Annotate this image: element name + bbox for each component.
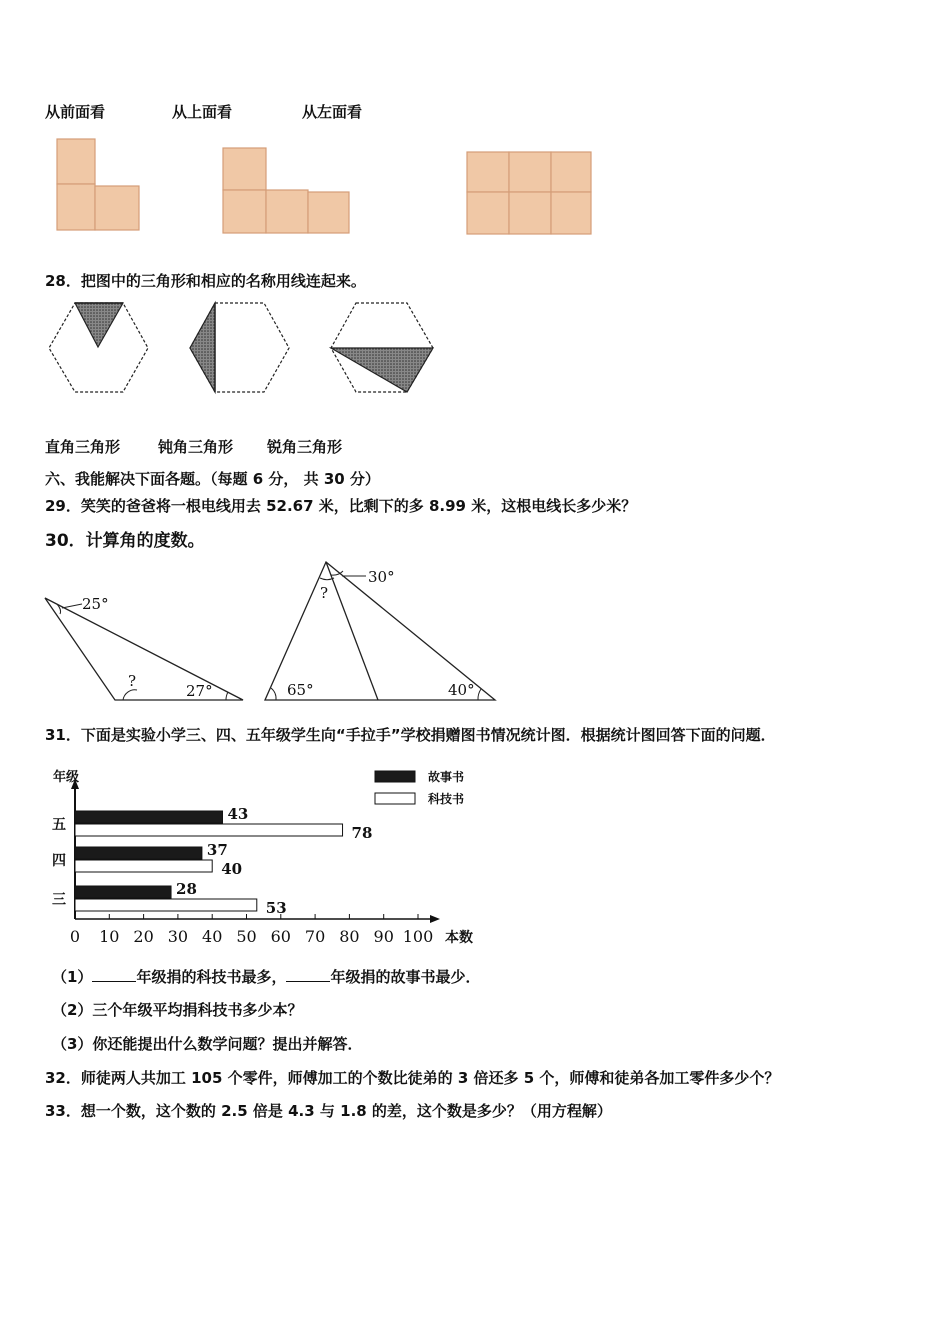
- category-label: 五: [52, 817, 66, 833]
- q31-sub1-prefix: （1）: [52, 968, 93, 986]
- x-tick-label: 0: [69, 927, 81, 946]
- q33-text: 33．想一个数，这个数的 2.5 倍是 4.3 与 1.8 的差，这个数是多少？（用方程解）: [45, 1102, 612, 1120]
- q32-text: 32．师徒两人共加工 105 个零件，师傅加工的个数比徒弟的 3 倍还多 5 个，师傅和徒弟各加工零件多少个？: [45, 1069, 780, 1087]
- tri1-right-angle: 27°: [186, 682, 213, 700]
- section6-title: 六、我能解决下面各题。（每题 6 分， 共 30 分）: [45, 470, 380, 488]
- q31-sub1-middle: 年级捐的科技书最多，: [136, 968, 287, 986]
- q28-name-right: 直角三角形: [45, 438, 121, 456]
- bar-value-label: 78: [351, 824, 373, 842]
- bar-value-label: 28: [176, 880, 197, 898]
- q28-text: 28．把图中的三角形和相应的名称用线连起来。: [45, 272, 366, 290]
- q31-sub1-suffix: 年级捐的故事书最少．: [330, 968, 481, 986]
- q31-sub3: （3）你还能提出什么数学问题？提出并解答．: [52, 1035, 363, 1053]
- category-label: 三: [52, 892, 66, 908]
- view-label-left: 从左面看: [302, 103, 363, 121]
- bar-science: [75, 824, 343, 836]
- x-axis-arrow: [430, 915, 440, 923]
- bar-value-label: 40: [221, 860, 243, 878]
- bar-story: [75, 811, 222, 823]
- q31-text: 31．下面是实验小学三、四、五年级学生向“手拉手”学校捐赠图书情况统计图．根据统计图回答下面的问题．: [45, 726, 776, 744]
- bar-value-label: 53: [265, 899, 287, 917]
- x-tick-label: 100: [402, 927, 434, 946]
- y-axis-label: 年级: [53, 770, 80, 785]
- x-tick-label: 70: [304, 927, 326, 946]
- q28-name-acute: 锐角三角形: [267, 438, 343, 456]
- category-label: 四: [52, 853, 66, 869]
- tri2-unknown: ?: [320, 584, 329, 602]
- x-tick-label: 20: [133, 927, 154, 946]
- x-tick-label: 60: [270, 927, 291, 946]
- q28-name-obtuse: 钝角三角形: [158, 438, 234, 456]
- view-label-top: 从上面看: [172, 103, 233, 121]
- x-tick-label: 90: [373, 927, 394, 946]
- tri1-top-angle: 25°: [82, 595, 109, 613]
- bar-story: [75, 847, 202, 859]
- tri2-left-angle: 65°: [287, 681, 314, 699]
- bar-story: [75, 886, 171, 898]
- bar-science: [75, 860, 212, 872]
- tri2-top-angle: 30°: [368, 568, 395, 586]
- bar-value-label: 37: [206, 841, 228, 859]
- q29-text: 29．笑笑的爸爸将一根电线用去 52.67 米，比剩下的多 8.99 米，这根电线长多少米？: [45, 497, 637, 515]
- bar-value-label: 43: [227, 805, 249, 823]
- legend-swatch: [375, 793, 415, 804]
- x-axis-label: 本数: [445, 930, 473, 946]
- legend-swatch: [375, 771, 415, 782]
- x-tick-label: 80: [339, 927, 360, 946]
- x-tick-label: 50: [236, 927, 257, 946]
- q31-sub2: （2）三个年级平均捐科技书多少本？: [52, 1001, 303, 1019]
- x-tick-label: 40: [202, 927, 223, 946]
- q31-blank-2[interactable]: [286, 967, 330, 982]
- x-tick-label: 30: [167, 927, 189, 946]
- tri1-unknown: ?: [128, 672, 137, 690]
- q30-text: 30．计算角的度数。: [45, 531, 205, 551]
- q31-blank-1[interactable]: [92, 967, 136, 982]
- tri2-right-angle: 40°: [448, 681, 475, 699]
- q31-sub1: [52, 967, 480, 986]
- view-label-front: 从前面看: [45, 103, 106, 121]
- x-tick-label: 10: [99, 927, 120, 946]
- legend-label: 科技书: [428, 792, 465, 806]
- legend-label: 故事书: [428, 770, 465, 784]
- bar-science: [75, 899, 257, 911]
